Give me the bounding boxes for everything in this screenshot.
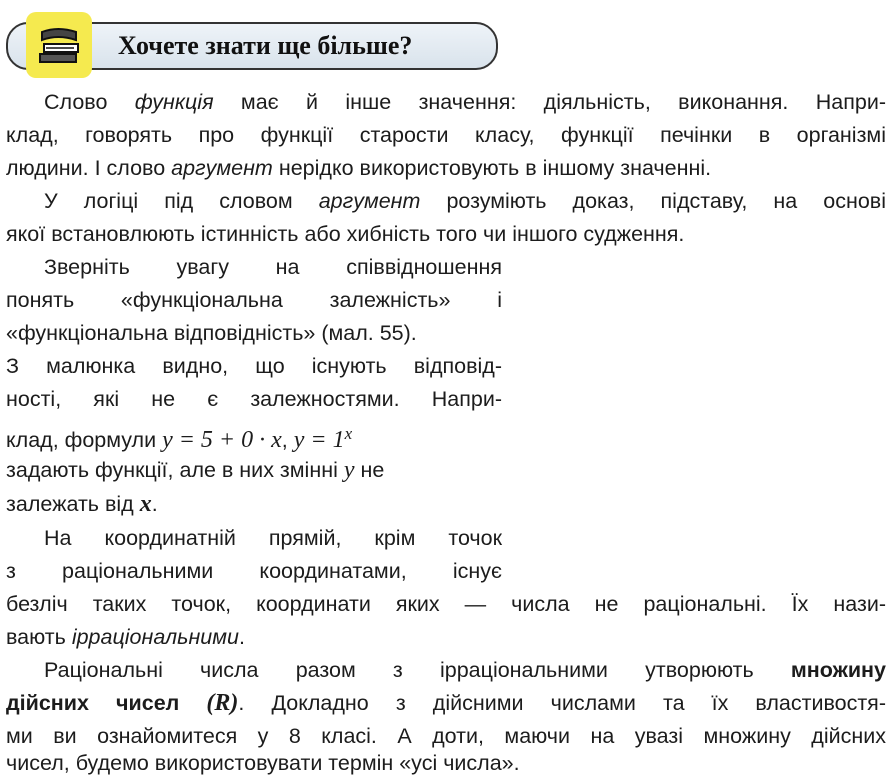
- text-line: з раціональними координатами, існує: [6, 559, 502, 583]
- formula-2: y = 1: [293, 427, 345, 454]
- text-line: ності, які не є залежностями. Напри-: [6, 387, 502, 411]
- text-line: Слово функція має й інше значення: діяльність, виконання. Напри-: [44, 90, 886, 114]
- formula-line: клад, формули y = 5 + 0 · x, $y = 1^x$: [6, 424, 353, 454]
- text-line: вають ірраціональними.: [6, 625, 245, 649]
- text-line: клад, говорять про функції старости класу, функції печінки в організмі: [6, 123, 886, 147]
- banner-badge: [26, 12, 92, 78]
- text-line: безліч таких точок, координати яких — числа не раціональні. Їх нази-: [6, 592, 886, 616]
- text-line: ми ви ознайомитеся у 8 класі. А доти, маючи на увазі множину дійсних: [6, 724, 886, 748]
- text-line: чисел, будемо використовувати термін «усі числа».: [6, 751, 520, 775]
- text-line: Раціональні числа разом з ірраціональними утворюють множину: [44, 658, 886, 682]
- formula-1: y = 5 + 0 · x: [162, 427, 282, 454]
- text-line: З малюнка видно, що існують відповід-: [6, 354, 502, 378]
- text-line: дійсних чисел (R). Докладно з дійсними числами та їх властивостя-: [6, 690, 886, 716]
- text-line: залежать від x.: [6, 491, 158, 517]
- text-line: якої встановлюють істинність або хибність того чи іншого судження.: [6, 222, 685, 246]
- books-icon: [36, 24, 82, 66]
- text-line: «функціональна відповідність» (мал. 55).: [6, 321, 417, 345]
- text-line: На координатній прямій, крім точок: [44, 526, 502, 550]
- text-line: задають функції, але в них змінні y не: [6, 457, 385, 483]
- text-line: людини. І слово аргумент нерідко використовують в іншому значенні.: [6, 156, 712, 180]
- text-line: Зверніть увагу на співвідношення: [44, 255, 502, 279]
- banner-title: Хочете знати ще більше?: [118, 31, 413, 60]
- text-line: понять «функціональна залежність» і: [6, 288, 502, 312]
- text-line: У логіці під словом аргумент розуміють доказ, підставу, на основі: [44, 189, 886, 213]
